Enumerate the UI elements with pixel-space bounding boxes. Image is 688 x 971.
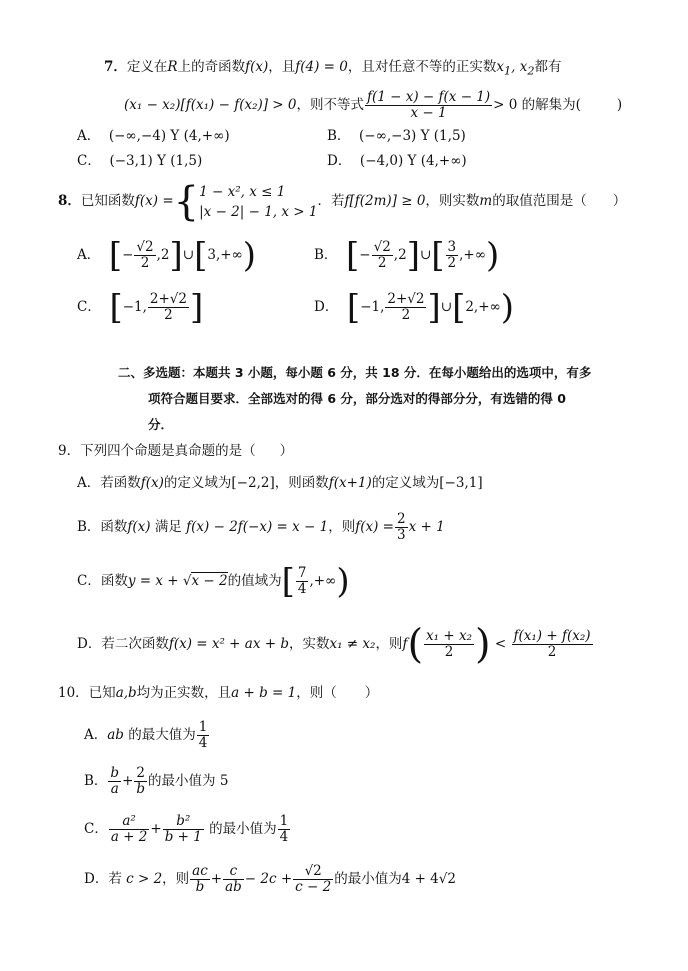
q7-line2 <box>124 88 622 122</box>
q7-f4: f(4) = 0 <box>295 59 348 75</box>
q8-cases: 1 − x², x ≤ 1 |x − 2| − 1, x > 1 <box>199 183 318 220</box>
q7-text: 上的奇函数 <box>177 59 246 75</box>
section-heading-line2: 项符合题目要求．全部选对的得 6 分，部分选对的得部分分，有选错的得 0 <box>148 391 566 406</box>
q7-option-b[interactable]: B． (−∞,−3) Y (1,5) <box>327 128 466 144</box>
q7-text: 都有 <box>534 59 562 75</box>
q7-option-d[interactable]: D． (−4,0) Y (4,+∞) <box>327 153 467 169</box>
q8-brace: { <box>173 178 200 225</box>
q7-option-c[interactable]: C． (−3,1) Y (1,5) <box>77 153 203 169</box>
q9-option-b[interactable]: B．函数f(x) 满足 f(x) − 2f(−x) = x − 1，则f(x) = $\frac{2}{3}$ x + 1 <box>77 511 445 543</box>
q7-R: R <box>167 59 178 75</box>
q8-option-b[interactable]: B． [− $\frac{√2}{2}$ ,2]∪[ $\frac{3}{2}$ ,+∞) <box>314 235 500 276</box>
q10-option-a[interactable]: A．ab 的最大值为 $\frac{1}{4}$ <box>84 719 208 751</box>
q10-stem: 10．已知a,b均为正实数，且a + b = 1，则（ ） <box>58 685 379 701</box>
q9-option-a[interactable]: A．若函数f(x)的定义域为[−2,2]，则函数f(x+1)的定义域为[−3,1] <box>77 475 483 491</box>
q10-option-c[interactable]: C． $\frac{\text{a²}}{a + 2}$ + $\frac{\text{b²}}{b + 1}$ 的最小值为 $\frac{1}{4}$ <box>84 813 289 845</box>
q7-fraction: $\frac{f(1 - x) - f(x - 1)}{x - 1}$ <box>367 89 491 121</box>
q8-option-a[interactable]: A． [− $\frac{√2}{2}$ ,2]∪[3,+∞) <box>77 235 257 276</box>
q7-condition: (x₁ − x₂)[f(x₁) − f(x₂)] > 0 <box>124 97 297 113</box>
q8-option-d[interactable]: D． [−1, $\frac{2+√2}{2}$ ]∪[2,+∞) <box>314 287 515 328</box>
q7-number: 7． <box>104 59 127 75</box>
q10-option-d[interactable]: D．若 c > 2，则 $\frac{ac}{b}$ + $\frac{c}{ab}$ − 2c + $\frac{√2}{c - 2}$ 的最小值为4 + 4√2 <box>84 863 456 895</box>
q7-x1x2: $x_1$, $x_2$ <box>496 59 535 78</box>
section-heading-line3: 分． <box>148 417 174 432</box>
q9-option-d[interactable]: D．若二次函数f(x) = x² + ax + b，实数x₁ ≠ x₂，则f( $\frac{\text{x₁ + x₂}}{2}$ ) < $\frac{\text{f(x₁) + f(x₂)}}{2}$ <box>77 621 591 668</box>
q7-text: 定义在 <box>126 59 168 75</box>
q9-option-c[interactable]: C．函数y = x + √x − 2的值域为[ $\frac{7}{4}$ ,+∞) <box>77 561 350 602</box>
q7-text: ，则不等式 <box>296 97 365 113</box>
q10-option-b[interactable]: B． $\frac{b}{a}$ + $\frac{2}{b}$ 的最小值为 5 <box>84 765 229 797</box>
q8-line1: 8．已知函数f(x) ={ 1 − x², x ≤ 1 |x − 2| − 1, x > 1 ．若f[f(2m)] ≥ 0，则实数m的取值范围是（ ） <box>58 178 627 225</box>
q7-text: ，且 <box>268 59 296 75</box>
q7-text: > 0 的解集为( <box>493 97 581 113</box>
q7-fx: f(x) <box>245 59 269 75</box>
q9-stem: 9．下列四个命题是真命题的是（ ） <box>58 443 294 459</box>
q8-option-c[interactable]: C． [−1, $\frac{2+√2}{2}$ ] <box>77 287 204 328</box>
q7-option-a[interactable]: A． (−∞,−4) Y (4,+∞) <box>77 128 230 144</box>
q8-condition: f[f(2m)] ≥ 0 <box>344 193 426 209</box>
section-heading-line1: 二、多选题：本题共 3 小题，每小题 6 分，共 18 分．在每小题给出的选项中，有多 <box>118 365 592 380</box>
q7-line1 <box>104 58 562 81</box>
q8-fx: f(x) = <box>134 193 174 209</box>
q7-text: ，且对任意不等的正实数 <box>347 59 497 75</box>
q8-number: 8． <box>58 193 81 209</box>
q7-text: ) <box>616 97 623 113</box>
